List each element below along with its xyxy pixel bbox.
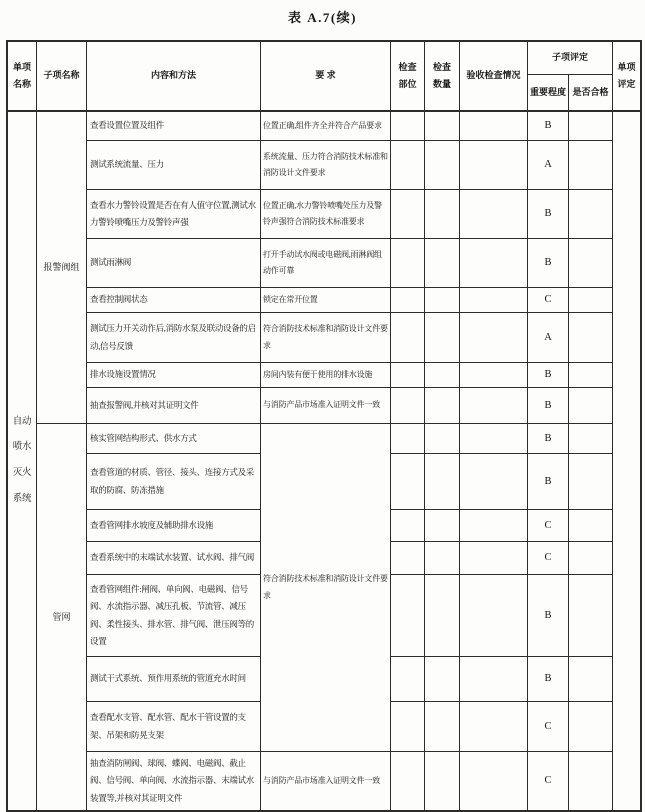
group-cell-alarm-valve: 报警阀组 <box>37 112 87 424</box>
check-location-cell <box>391 542 425 575</box>
qualified-cell <box>569 752 613 810</box>
check-location-cell <box>391 313 425 363</box>
acceptance-status-cell <box>460 752 528 810</box>
check-location-cell <box>391 141 425 190</box>
header-subitem-name: 子项名称 <box>37 42 87 112</box>
header-subitem-eval-group: 子项评定 <box>528 42 613 75</box>
acceptance-status-cell <box>460 702 528 752</box>
check-location-cell <box>391 112 425 141</box>
qualified-cell <box>569 141 613 190</box>
acceptance-status-cell <box>460 424 528 454</box>
check-quantity-cell <box>425 657 460 702</box>
acceptance-status-cell <box>460 313 528 363</box>
acceptance-status-cell <box>460 363 528 388</box>
acceptance-status-cell <box>460 657 528 702</box>
content-cell: 抽查消防闸阀、球阀、蝶阀、电磁阀、截止阀、信号阀、单向阀、水流指示器、末端试水装置等,并核对其证明文件 <box>87 752 261 810</box>
header-check-location: 检查部位 <box>391 42 425 112</box>
qualified-cell <box>569 112 613 141</box>
acceptance-status-cell <box>460 141 528 190</box>
acceptance-status-cell <box>460 112 528 141</box>
content-cell: 查看设置位置及组件 <box>87 112 261 141</box>
acceptance-status-cell <box>460 575 528 657</box>
check-location-cell <box>391 239 425 288</box>
acceptance-status-cell <box>460 388 528 424</box>
importance-cell: B <box>528 657 569 702</box>
requirement-cell: 系统流量、压力符合消防技术标准和消防设计文件要求 <box>261 141 391 190</box>
qualified-cell <box>569 424 613 454</box>
header-acceptance-status: 验收检查情况 <box>460 42 528 112</box>
qualified-cell <box>569 288 613 313</box>
requirement-cell: 锁定在常开位置 <box>261 288 391 313</box>
table-title: 表 A.7(续) <box>287 10 358 25</box>
requirement-cell: 房间内装有便于使用的排水设施 <box>261 363 391 388</box>
importance-cell: B <box>528 239 569 288</box>
content-cell: 测试雨淋阀 <box>87 239 261 288</box>
qualified-cell <box>569 388 613 424</box>
requirement-cell: 与消防产品市场准入证明文件一致 <box>261 388 391 424</box>
requirement-cell: 位置正确,水力警铃喷嘴处压力及警铃声强符合消防技术标准要求 <box>261 190 391 239</box>
requirement-cell: 与消防产品市场准入证明文件一致 <box>261 752 391 810</box>
content-cell: 查看系统中的末端试水装置、试水阀、排气阀 <box>87 542 261 575</box>
check-quantity-cell <box>425 239 460 288</box>
content-cell: 核实管网结构形式、供水方式 <box>87 424 261 454</box>
qualified-cell <box>569 542 613 575</box>
header-content-method: 内容和方法 <box>87 42 261 112</box>
header-qualified: 是否合格 <box>569 75 613 112</box>
check-quantity-cell <box>425 313 460 363</box>
qualified-cell <box>569 510 613 542</box>
check-quantity-cell <box>425 112 460 141</box>
content-cell: 测试干式系统、预作用系统的管道充水时间 <box>87 657 261 702</box>
importance-cell: C <box>528 702 569 752</box>
acceptance-status-cell <box>460 454 528 510</box>
check-quantity-cell <box>425 141 460 190</box>
importance-cell: A <box>528 313 569 363</box>
check-location-cell <box>391 190 425 239</box>
check-location-cell <box>391 510 425 542</box>
content-cell: 抽查报警阀,并核对其证明文件 <box>87 388 261 424</box>
importance-cell: A <box>528 141 569 190</box>
qualified-cell <box>569 313 613 363</box>
content-cell: 测试压力开关动作后,消防水泵及联动设备的启动,信号反馈 <box>87 313 261 363</box>
header-importance: 重要程度 <box>528 75 569 112</box>
content-cell: 查看水力警铃设置是否在有人值守位置,测试水力警铃喷嘴压力及警铃声强 <box>87 190 261 239</box>
content-cell: 查看控制阀状态 <box>87 288 261 313</box>
importance-cell: C <box>528 542 569 575</box>
check-quantity-cell <box>425 542 460 575</box>
check-quantity-cell <box>425 190 460 239</box>
importance-cell: C <box>528 510 569 542</box>
header-requirement: 要 求 <box>261 42 391 112</box>
acceptance-status-cell <box>460 239 528 288</box>
content-cell: 排水设施设置情况 <box>87 363 261 388</box>
qualified-cell <box>569 239 613 288</box>
check-quantity-cell <box>425 388 460 424</box>
acceptance-status-cell <box>460 542 528 575</box>
acceptance-status-cell <box>460 288 528 313</box>
acceptance-status-cell <box>460 510 528 542</box>
importance-cell: B <box>528 190 569 239</box>
content-cell: 查看管网排水坡度及辅助排水设施 <box>87 510 261 542</box>
importance-cell: B <box>528 575 569 657</box>
check-location-cell <box>391 424 425 454</box>
acceptance-status-cell <box>460 190 528 239</box>
content-cell: 测试系统流量、压力 <box>87 141 261 190</box>
qualified-cell <box>569 454 613 510</box>
importance-cell: B <box>528 454 569 510</box>
importance-cell: B <box>528 363 569 388</box>
check-quantity-cell <box>425 702 460 752</box>
check-location-cell <box>391 657 425 702</box>
requirement-cell: 位置正确,组件齐全并符合产品要求 <box>261 112 391 141</box>
check-quantity-cell <box>425 752 460 810</box>
importance-cell: B <box>528 388 569 424</box>
merged-requirement-cell: 符合消防技术标准和消防设计文件要求 <box>261 424 391 752</box>
check-quantity-cell <box>425 288 460 313</box>
check-location-cell <box>391 388 425 424</box>
check-location-cell <box>391 752 425 810</box>
content-cell: 查看管网组件:闸阀、单向阀、电磁阀、信号阀、水流指示器、减压孔板、节流管、减压阀、柔性接头、排水管、排气阀、泄压阀等的设置 <box>87 575 261 657</box>
check-quantity-cell <box>425 575 460 657</box>
content-cell: 查看管道的材质、管径、接头、连接方式及采取的防腐、防冻措施 <box>87 454 261 510</box>
qualified-cell <box>569 190 613 239</box>
item-eval-cell <box>613 112 640 810</box>
check-quantity-cell <box>425 454 460 510</box>
header-check-quantity: 检查数量 <box>425 42 460 112</box>
qualified-cell <box>569 363 613 388</box>
item-name-cell: 自动喷水灭火系统 <box>8 112 37 810</box>
importance-cell: B <box>528 424 569 454</box>
requirement-cell: 打开手动试水阀或电磁阀,雨淋阀组动作可靠 <box>261 239 391 288</box>
check-location-cell <box>391 454 425 510</box>
header-item-eval: 单项评定 <box>613 42 640 112</box>
check-quantity-cell <box>425 510 460 542</box>
check-quantity-cell <box>425 424 460 454</box>
qualified-cell <box>569 702 613 752</box>
check-quantity-cell <box>425 363 460 388</box>
importance-cell: C <box>528 288 569 313</box>
check-location-cell <box>391 363 425 388</box>
check-location-cell <box>391 702 425 752</box>
qualified-cell <box>569 575 613 657</box>
importance-cell: B <box>528 112 569 141</box>
header-item-name: 单项名称 <box>8 42 37 112</box>
qualified-cell <box>569 657 613 702</box>
importance-cell: C <box>528 752 569 810</box>
check-location-cell <box>391 575 425 657</box>
inspection-table <box>6 40 642 812</box>
content-cell: 查看配水支管、配水管、配水干管设置的支架、吊架和防晃支架 <box>87 702 261 752</box>
requirement-cell: 符合消防技术标准和消防设计文件要求 <box>261 313 391 363</box>
check-location-cell <box>391 288 425 313</box>
group-cell-pipe-network: 管网 <box>37 424 87 810</box>
